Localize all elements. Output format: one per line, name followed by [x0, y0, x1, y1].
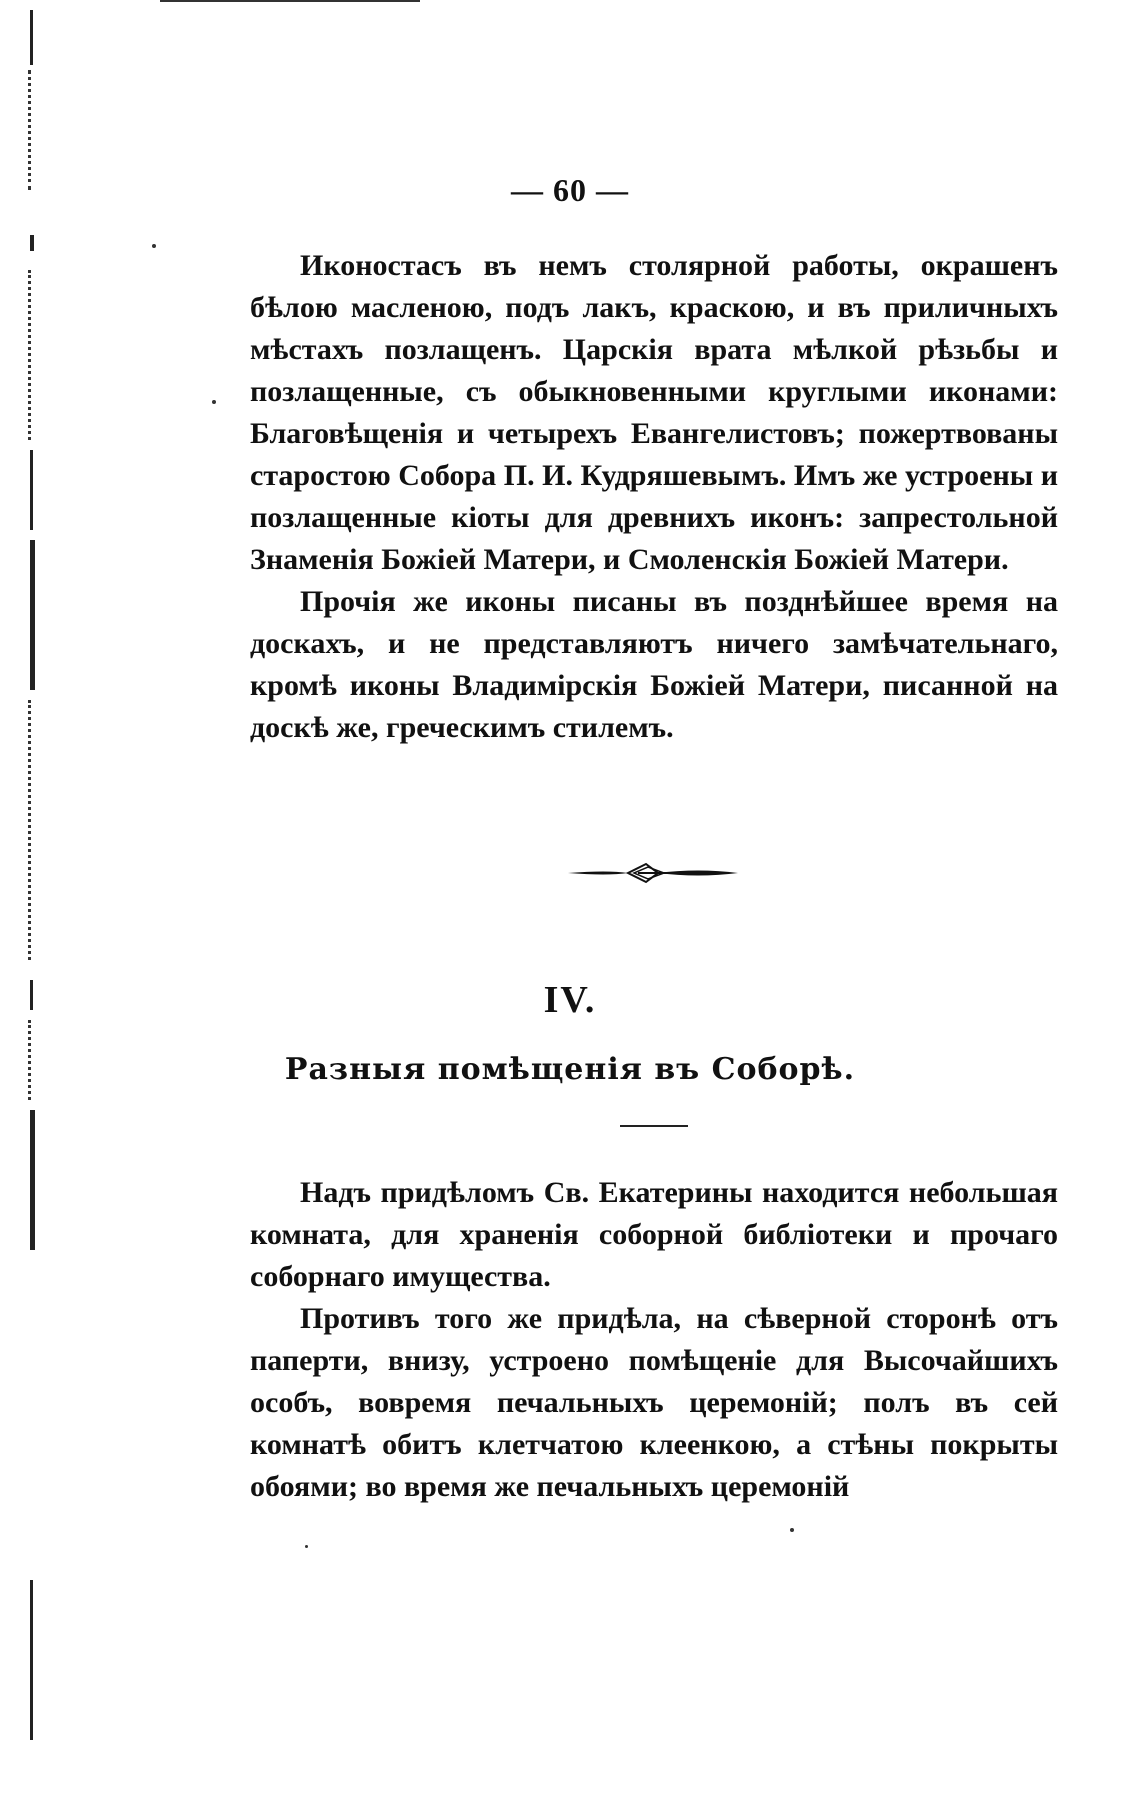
scan-edge-mark	[30, 540, 35, 690]
scan-top-rule	[160, 0, 420, 2]
paragraph: Иконостасъ въ немъ столярной работы, окрашенъ бѣлою масленою, подъ лакъ, краскою, и въ приличныхъ мѣстахъ позлащенъ. Царскія врата мѣлкой рѣзьбы и позлащенные, съ обыкновенными круглыми иконами: Благовѣщенія и четырехъ Евангелистовъ; пожертвованы старостою Собора П. И. Кудряшевымъ. Имъ же устроены и позлащенные кіоты для древнихъ иконъ: запрестольной Знаменія Божіей Матери, и Смоленскія Божіей Матери.	[250, 249, 1058, 576]
section-numeral: IV.	[543, 979, 597, 1021]
scan-speck	[305, 1545, 308, 1548]
divider-ornament-icon	[568, 858, 738, 888]
scan-edge-mark	[30, 1580, 33, 1740]
scan-edge-mark	[30, 10, 33, 65]
scan-speck	[790, 1528, 794, 1532]
scan-speck	[152, 244, 156, 248]
section-rule	[620, 1125, 688, 1127]
body-text-bottom	[250, 1172, 1058, 1508]
scan-edge-mark	[30, 235, 34, 251]
scan-edge-mark	[30, 1110, 35, 1250]
scan-edge-mark	[28, 700, 37, 960]
scan-speck	[212, 400, 216, 404]
body-text-top	[250, 245, 1058, 749]
paragraph: Надъ придѣломъ Св. Екатерины находится небольшая комната, для храненія соборной библіотеки и прочаго соборнаго имущества.	[250, 1176, 1058, 1293]
scan-edge-mark	[30, 450, 33, 530]
section-title: Разныя помѣщенія въ Соборѣ.	[284, 1052, 856, 1087]
page-number: — 60 —	[511, 172, 629, 208]
paragraph: Прочія же иконы писаны въ позднѣйшее время на доскахъ, и не представляютъ ничего замѣчательнаго, кромѣ иконы Владимірскія Божіей Матери, писанной на доскѣ же, греческимъ стилемъ.	[250, 585, 1058, 744]
scan-edge-mark	[28, 270, 37, 440]
paragraph: Противъ того же придѣла, на сѣверной сторонѣ отъ паперти, внизу, устроено помѣщеніе для Высочайшихъ особъ, вовремя печальныхъ церемоній; полъ въ сей комнатѣ обитъ клетчатою клеенкою, а стѣны покрыты обоями; во время же печальныхъ церемоній	[250, 1302, 1058, 1503]
